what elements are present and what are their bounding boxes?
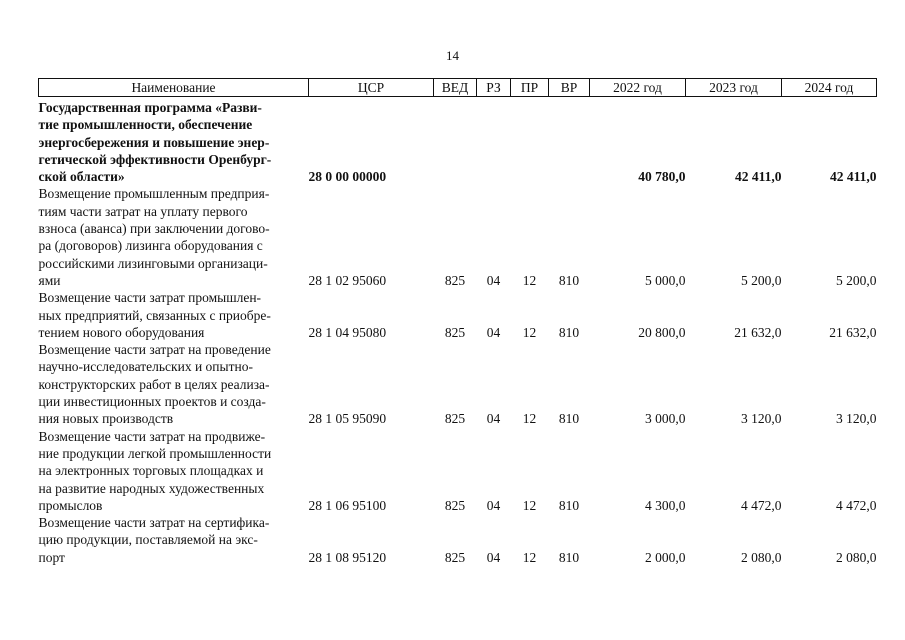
cell-ved: 825: [444, 324, 466, 340]
cell-name: [39, 341, 309, 427]
cell-vr: 810: [558, 272, 580, 288]
header-2023: 2023 год: [686, 79, 782, 97]
header-name: Наименование: [39, 79, 309, 97]
name-line: гетической эффективности Оренбург-: [38, 151, 272, 167]
cell-pr: 12: [522, 324, 537, 340]
name-line: Возмещение промышленным предприя-: [38, 186, 270, 202]
name-line: ской области»: [38, 169, 125, 185]
name-line: взноса (аванса) при заключении догово-: [38, 221, 270, 237]
name-line: промыслов: [38, 497, 103, 513]
cell-2023: 2 080,0: [741, 549, 782, 565]
cell-2022: 4 300,0: [645, 497, 686, 513]
cell-2022: 5 000,0: [645, 272, 686, 288]
table-header: [39, 79, 877, 97]
table-row: [39, 185, 877, 289]
header-2024: 2024 год: [782, 79, 877, 97]
name-line: тением нового оборудования: [38, 324, 205, 340]
cell-csr: 28 1 02 95060: [308, 272, 387, 288]
cell-pr: 12: [522, 272, 537, 288]
page-number: 14: [446, 48, 459, 63]
name-line: Возмещение части затрат промышлен-: [38, 290, 262, 306]
name-line: на электронных торговых площадках и: [38, 463, 264, 479]
name-line: ра (договоров) лизинга оборудования с: [38, 238, 263, 254]
cell-vr: 810: [558, 411, 580, 427]
table-row: [39, 289, 877, 341]
cell-name: [39, 185, 309, 289]
cell-csr: 28 1 06 95100: [308, 497, 387, 513]
cell-rz: 04: [486, 324, 501, 340]
name-line: ных предприятий, связанных с приобре-: [38, 307, 271, 323]
cell-ved: 825: [444, 549, 466, 565]
name-line: Возмещение части затрат на сертифика-: [38, 515, 270, 531]
name-line: порт: [38, 549, 65, 565]
table-body: [39, 97, 877, 567]
cell-2022: 40 780,0: [638, 169, 686, 185]
name-line: российскими лизинговыми организаци-: [38, 255, 268, 271]
table-row: [39, 514, 877, 566]
cell-rz: 04: [486, 272, 501, 288]
cell-name: [39, 97, 309, 186]
cell-ved: 825: [444, 497, 466, 513]
cell-pr: 12: [522, 497, 537, 513]
cell-name: [39, 428, 309, 514]
cell-2023: 3 120,0: [741, 411, 782, 427]
name-line: ями: [38, 272, 61, 288]
cell-ved: 825: [444, 411, 466, 427]
cell-csr: 28 1 05 95090: [308, 411, 387, 427]
header-ved: ВЕД: [434, 79, 477, 97]
cell-ved: 825: [444, 272, 466, 288]
cell-2023: 5 200,0: [741, 272, 782, 288]
name-line: Возмещение части затрат на проведение: [38, 342, 271, 358]
name-line: Возмещение части затрат на продвиже-: [38, 428, 266, 444]
header-row: [39, 79, 877, 97]
program-row: [39, 97, 877, 186]
cell-csr: 28 1 04 95080: [308, 324, 387, 340]
cell-name: [39, 289, 309, 341]
cell-2024: 5 200,0: [836, 272, 877, 288]
name-line: энергосбережения и повышение энер-: [38, 134, 270, 150]
cell-2022: 3 000,0: [645, 411, 686, 427]
cell-name: [39, 514, 309, 566]
cell-vr: 810: [558, 497, 580, 513]
header-pr: ПР: [511, 79, 549, 97]
cell-csr: 28 1 08 95120: [308, 549, 387, 565]
name-line: конструкторских работ в целях реализа-: [38, 376, 270, 392]
cell-2024: 42 411,0: [829, 169, 877, 185]
name-line: тие промышленности, обеспечение: [38, 117, 253, 133]
cell-2022: 2 000,0: [645, 549, 686, 565]
cell-rz: 04: [486, 411, 501, 427]
cell-rz: 04: [486, 549, 501, 565]
table-row: [39, 428, 877, 514]
cell-2024: 21 632,0: [829, 324, 877, 340]
cell-2023: 4 472,0: [741, 497, 782, 513]
cell-2024: 3 120,0: [836, 411, 877, 427]
cell-pr: [511, 97, 549, 186]
header-2022: 2022 год: [590, 79, 686, 97]
cell-ved: [434, 97, 477, 186]
header-vr: ВР: [549, 79, 590, 97]
header-csr: ЦСР: [309, 79, 434, 97]
name-line: на развитие народных художественных: [38, 480, 265, 496]
cell-vr: 810: [558, 324, 580, 340]
cell-rz: 04: [486, 497, 501, 513]
budget-table: [38, 78, 877, 566]
name-line: ния новых производств: [38, 411, 174, 427]
cell-2023: 42 411,0: [734, 169, 782, 185]
cell-2024: 2 080,0: [836, 549, 877, 565]
name-line: цию продукции, поставляемой на экс-: [38, 532, 258, 548]
cell-2023: 21 632,0: [734, 324, 782, 340]
name-line: научно-исследовательских и опытно-: [38, 359, 253, 375]
name-line: ние продукции легкой промышленности: [38, 445, 272, 461]
cell-2022: 20 800,0: [638, 324, 686, 340]
name-line: ции инвестиционных проектов и созда-: [38, 394, 266, 410]
cell-pr: 12: [522, 549, 537, 565]
name-line: Государственная программа «Разви-: [38, 100, 262, 115]
cell-csr: 28 0 00 00000: [308, 169, 387, 185]
cell-pr: 12: [522, 411, 537, 427]
name-line: тиям части затрат на уплату первого: [38, 203, 248, 219]
table-row: [39, 341, 877, 427]
cell-vr: [549, 97, 590, 186]
cell-2024: 4 472,0: [836, 497, 877, 513]
cell-vr: 810: [558, 549, 580, 565]
cell-rz: [477, 97, 511, 186]
header-rz: РЗ: [477, 79, 511, 97]
